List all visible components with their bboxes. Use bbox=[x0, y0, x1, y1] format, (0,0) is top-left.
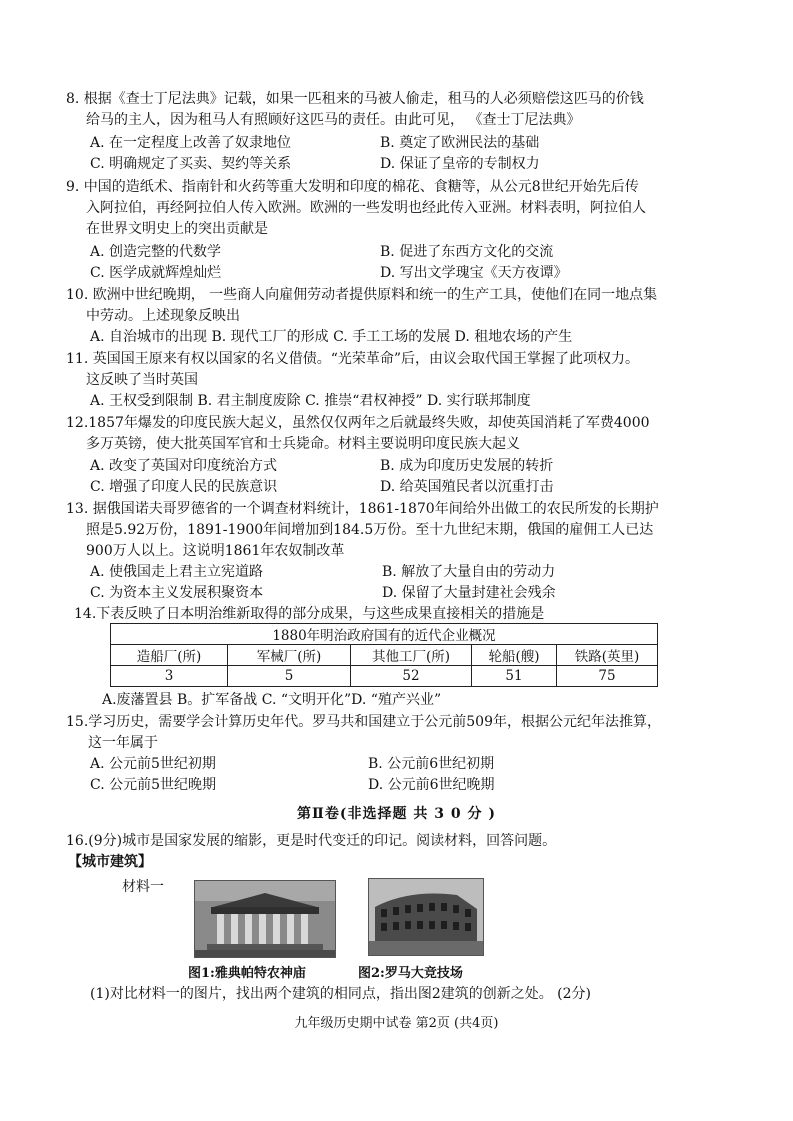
q15-option-a: A. 公元前5世纪初期 bbox=[90, 756, 216, 772]
caption-figure-1: 图1:雅典帕特农神庙 bbox=[188, 966, 306, 981]
page-footer: 九年级历史期中试卷 第2页 (共4页) bbox=[294, 1016, 499, 1031]
q13-stem-line3: 900万人以上。这说明1861年农奴制改革 bbox=[86, 543, 345, 559]
q14-options: A.废藩置县 B。扩军备战 C. “文明开化”D. “殖产兴业” bbox=[102, 692, 442, 708]
table-header-row bbox=[111, 645, 658, 666]
q13-stem-line1: 13. 据俄国诺夫哥罗德省的一个调查材料统计，1861-1870年间给外出做工的农民所发的长期护 bbox=[66, 501, 659, 517]
q12-stem-line2: 多万英镑，使大批英国军官和士兵毙命。材料主要说明印度民族大起义 bbox=[86, 436, 520, 452]
q12-option-c: C. 增强了印度人民的民族意识 bbox=[90, 479, 278, 495]
q13-option-c: C. 为资本主义发展积聚资本 bbox=[90, 585, 264, 601]
q8-stem-line2: 给马的主人，因为租马人有照顾好这匹马的责任。由此可见， 《查士丁尼法典》 bbox=[86, 112, 581, 128]
table-row bbox=[111, 666, 658, 687]
table-cell: 52 bbox=[351, 666, 472, 687]
table-header-cell: 军械厂(所) bbox=[228, 645, 351, 666]
q12-option-b: B. 成为印度历史发展的转折 bbox=[380, 458, 554, 474]
material-label: 材料一 bbox=[122, 879, 164, 895]
section-title: 第Ⅱ卷(非选择题 共 3 0 分 ) bbox=[297, 806, 496, 822]
q8-option-a: A. 在一定程度上改善了奴隶地位 bbox=[90, 135, 292, 151]
q9-stem-line1: 9. 中国的造纸术、指南针和火药等重大发明和印度的棉花、食糖等，从公元8世纪开始先后传 bbox=[66, 179, 639, 195]
q9-stem-line3: 在世界文明史上的突出贡献是 bbox=[86, 221, 268, 237]
q13-option-b: B. 解放了大量自由的劳动力 bbox=[382, 564, 556, 580]
table-cell: 5 bbox=[228, 666, 351, 687]
table-header-cell: 轮船(艘) bbox=[472, 645, 557, 666]
table-cell: 51 bbox=[472, 666, 557, 687]
caption-figure-2: 图2:罗马大竞技场 bbox=[358, 966, 463, 981]
colosseum-illustration bbox=[369, 879, 483, 955]
table-header-cell: 造船厂(所) bbox=[111, 645, 228, 666]
q10-stem-line1: 10. 欧洲中世纪晚期， 一些商人向雇佣劳动者提供原料和统一的生产工具，使他们在同一地点集 bbox=[66, 287, 658, 303]
table-header-cell: 铁路(英里) bbox=[557, 645, 658, 666]
q8-stem-line1: 8. 根据《查士丁尼法典》记载，如果一匹租来的马被人偷走，租马的人必须赔偿这匹马的价钱 bbox=[66, 91, 644, 107]
q16-sub-question-1: (1)对比材料一的图片，找出两个建筑的相同点，指出图2建筑的创新之处。 (2分) bbox=[90, 986, 592, 1002]
q12-stem-line1: 12.1857年爆发的印度民族大起义，虽然仅仅两年之后就最终失败，却使英国消耗了军费4000 bbox=[66, 415, 650, 431]
table-cell: 75 bbox=[557, 666, 658, 687]
q8-option-b: B. 奠定了欧洲民法的基础 bbox=[380, 135, 540, 151]
q14-enterprise-table bbox=[110, 623, 658, 687]
q9-option-a: A. 创造完整的代数学 bbox=[90, 244, 222, 260]
q11-options: A. 王权受到限制 B. 君主制度废除 C. 推崇“君权神授” D. 实行联邦制度 bbox=[90, 393, 531, 409]
q9-stem-line2: 入阿拉伯，再经阿拉伯人传入欧洲。欧洲的一些发明也经此传入亚洲。材料表明，阿拉伯人 bbox=[86, 200, 646, 216]
q12-option-a: A. 改变了英国对印度统治方式 bbox=[90, 458, 278, 474]
q9-option-d: D. 写出文学瑰宝《天方夜谭》 bbox=[380, 265, 568, 281]
q15-stem-line1: 15.学习历史，需要学会计算历史年代。罗马共和国建立于公元前509年，根据公元纪年法推算， bbox=[66, 714, 661, 730]
q15-option-c: C. 公元前5世纪晚期 bbox=[90, 777, 217, 793]
q14-stem: 14.下表反映了日本明治维新取得的部分成果，与这些成果直接相关的措施是 bbox=[74, 606, 545, 622]
q15-option-d: D. 公元前6世纪晚期 bbox=[368, 777, 495, 793]
q13-option-a: A. 使俄国走上君主立宪道路 bbox=[90, 564, 264, 580]
q16-stem: 16.(9分)城市是国家发展的缩影，更是时代变迁的印记。阅读材料，回答问题。 bbox=[66, 833, 557, 849]
colosseum-photo bbox=[368, 878, 484, 956]
table-title: 1880年明治政府国有的近代企业概况 bbox=[111, 624, 658, 645]
q10-options: A. 自治城市的出现 B. 现代工厂的形成 C. 手工工场的发展 D. 租地农场的产生 bbox=[90, 329, 573, 345]
q9-option-b: B. 促进了东西方文化的交流 bbox=[380, 244, 554, 260]
q12-option-d: D. 给英国殖民者以沉重打击 bbox=[380, 479, 554, 495]
parthenon-illustration bbox=[195, 881, 335, 957]
q8-option-d: D. 保证了皇帝的专制权力 bbox=[380, 156, 540, 172]
q8-option-c: C. 明确规定了买卖、契约等关系 bbox=[90, 156, 292, 172]
q13-stem-line2: 照是5.92万份，1891-1900年间增加到184.5万份。至十九世纪末期，俄国的雇佣工人已达 bbox=[86, 522, 654, 538]
table-header-cell: 其他工厂(所) bbox=[351, 645, 472, 666]
q11-stem-line1: 11. 英国国王原来有权以国家的名义借债。“光荣革命”后，由议会取代国王掌握了此项权力。 bbox=[66, 351, 640, 367]
q13-option-d: D. 保留了大量封建社会残余 bbox=[382, 585, 556, 601]
q9-option-c: C. 医学成就辉煌灿烂 bbox=[90, 265, 222, 281]
q15-stem-line2: 这一年属于 bbox=[88, 735, 158, 751]
q15-option-b: B. 公元前6世纪初期 bbox=[368, 756, 495, 772]
table-cell: 3 bbox=[111, 666, 228, 687]
q11-stem-line2: 这反映了当时英国 bbox=[86, 372, 198, 388]
q16-heading: 【城市建筑】 bbox=[68, 854, 152, 870]
parthenon-photo bbox=[194, 880, 336, 958]
q10-stem-line2: 中劳动。上述现象反映出 bbox=[86, 308, 240, 324]
